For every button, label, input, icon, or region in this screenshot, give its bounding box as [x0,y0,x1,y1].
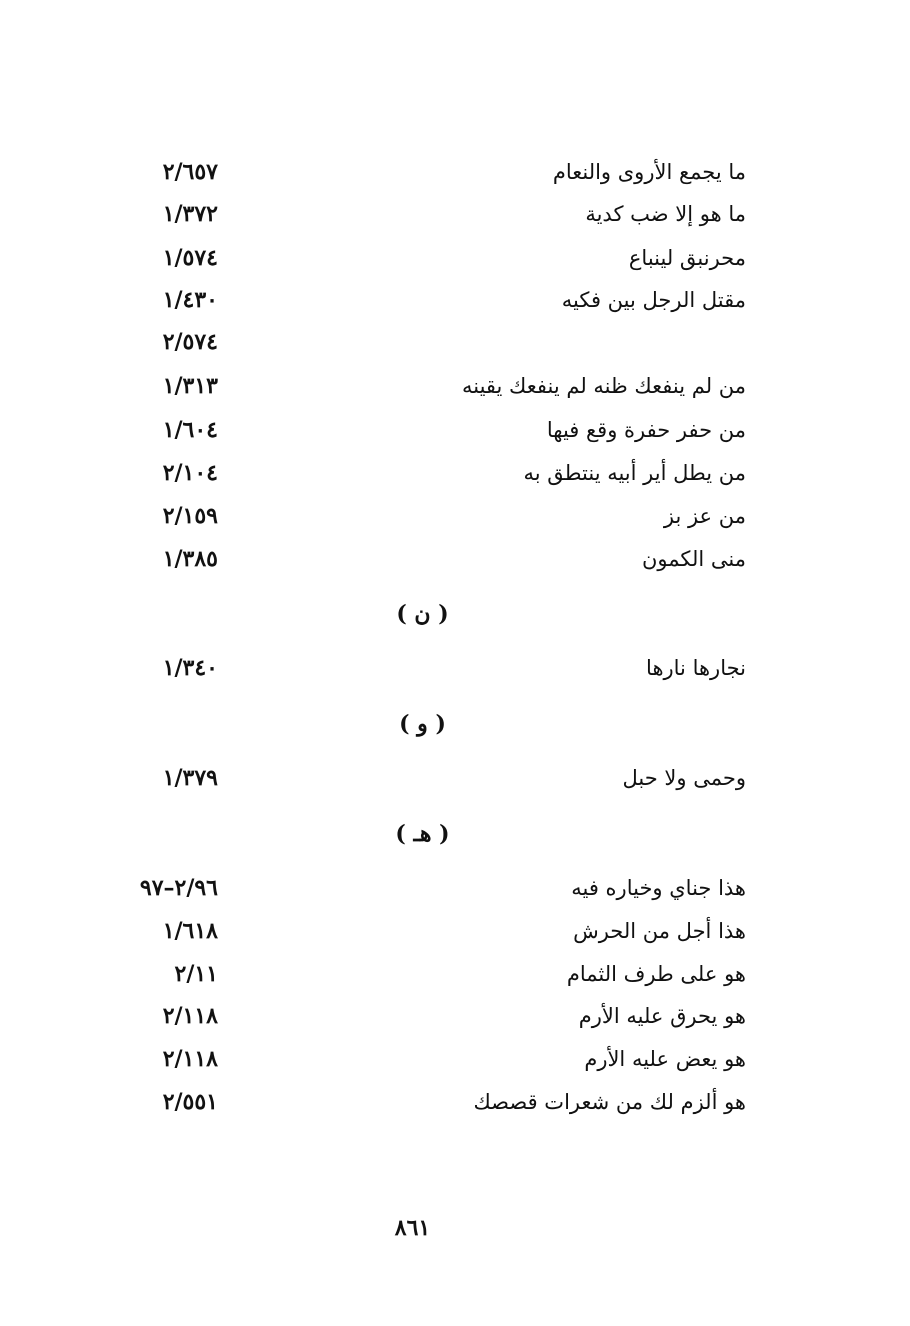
proverb-text: من حفر حفرة وقع فيها [546,418,746,442]
proverb-text: محرنبق لينباع [628,246,746,270]
proverb-text: هو يحرق عليه الأرم [578,1004,746,1028]
index-entry [0,366,910,406]
page-reference: ٢/١٠٤ [162,460,218,486]
page-reference: ١/٣٨٥ [162,546,218,572]
index-entry [0,996,910,1036]
proverb-text: هو على طرف الثمام [566,962,746,986]
proverb-text: من يطل أير أبيه ينتطق به [523,461,746,485]
page-reference: ٢/١١٨ [162,1046,218,1072]
index-entry [0,911,910,951]
page-reference: ٢/١٥٩ [162,503,218,529]
page-reference: ٢/٥٧٤ [162,329,218,355]
proverb-text: منى الكمون [641,547,746,571]
index-entry [0,1082,910,1122]
proverb-text: وحمى ولا حبل [622,766,746,790]
proverb-text: من لم ينفعك ظنه لم ينفعك يقينه [461,374,746,398]
proverb-text: هذا أجل من الحرش [573,919,746,943]
index-entry [0,868,910,908]
page-reference: ١/٣٧٩ [162,765,218,791]
index-entry [0,410,910,450]
index-entry [0,758,910,798]
proverb-text: ما هو إلا ضب كدية [585,202,746,226]
section-heading-nun: ( ن ) [396,601,449,627]
section-heading-waw: ( و ) [399,711,446,737]
index-entry [0,648,910,688]
index-entry [0,280,910,320]
proverb-text: هو ألزم لك من شعرات قصصك [473,1090,746,1114]
page-reference: ٢/٦٥٧ [162,159,218,185]
proverb-text: مقتل الرجل بين فكيه [561,288,746,312]
proverb-text: من عز بز [663,504,746,528]
index-entry [0,539,910,579]
proverb-text: هذا جناي وخياره فيه [571,876,746,900]
page-number: ٨٦١ [394,1215,431,1241]
index-entry [0,152,910,192]
proverb-text: نجارها نارها [646,656,746,680]
index-entry [0,453,910,493]
page-reference: ١/٣٤٠ [162,655,218,681]
page-reference: ١/٦١٨ [162,918,218,944]
page-reference: ٢/٩٦–٩٧ [139,875,218,901]
section-heading-ha: ( هـ ) [395,821,450,847]
page-reference: ٢/١١٨ [162,1003,218,1029]
proverb-text: هو يعض عليه الأرم [584,1047,746,1071]
index-entry [0,322,910,362]
page-reference: ٢/١١ [174,961,218,987]
page-reference: ١/٥٧٤ [162,245,218,271]
page-reference: ١/٤٣٠ [162,287,218,313]
index-entry [0,954,910,994]
index-entry [0,1039,910,1079]
proverb-text: ما يجمع الأروى والنعام [552,160,746,184]
index-entry [0,496,910,536]
page-reference: ١/٣٧٢ [162,201,218,227]
page-reference: ٢/٥٥١ [162,1089,218,1115]
page-reference: ١/٦٠٤ [162,417,218,443]
page-reference: ١/٣١٣ [162,373,218,399]
index-entry [0,194,910,234]
index-entry [0,238,910,278]
